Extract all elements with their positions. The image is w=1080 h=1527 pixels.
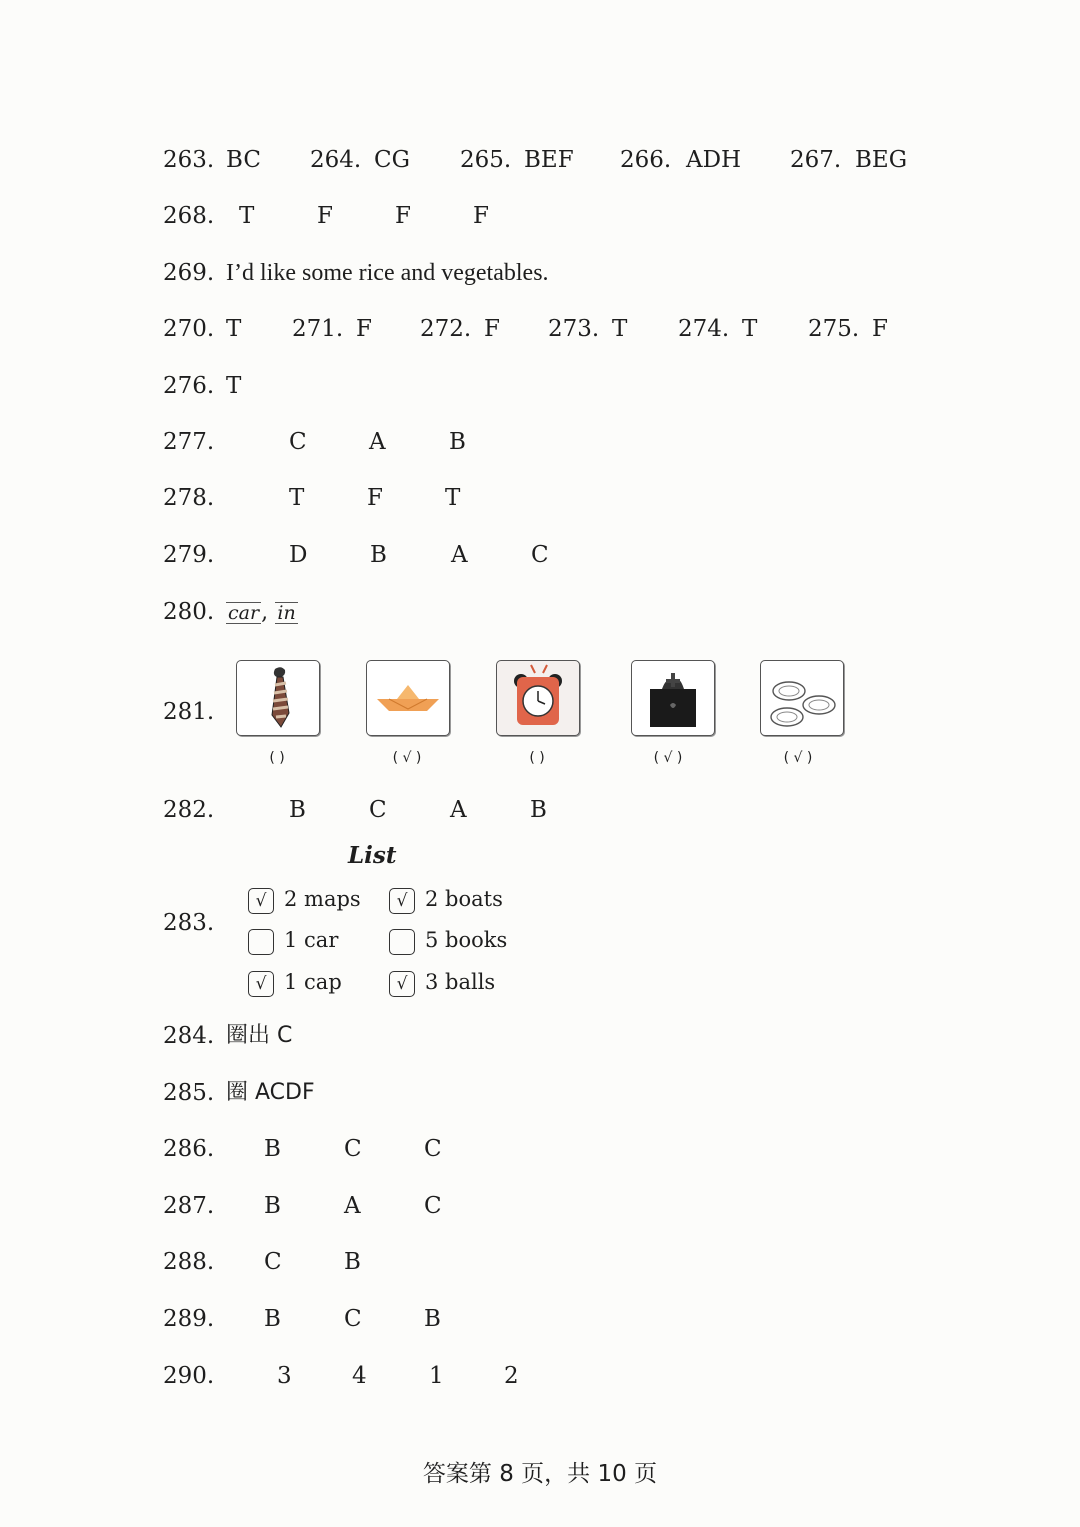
list-item: [389, 967, 495, 997]
plates-icon: [760, 660, 844, 736]
answer: A: [369, 429, 386, 455]
answer: 1: [429, 1363, 444, 1389]
handwritten-word: car: [228, 602, 260, 624]
answer: B: [264, 1193, 281, 1219]
checkbox: [389, 929, 415, 955]
question-number: 270.: [163, 316, 215, 342]
paper-boat-icon: [366, 660, 450, 736]
question-number: 271.: [292, 316, 344, 342]
answer: C: [369, 797, 387, 823]
question-number: 266.: [620, 147, 672, 173]
answer-text: 圈 ACDF: [226, 1080, 315, 1105]
answer: D: [289, 542, 308, 568]
alarm-clock-icon: [496, 660, 580, 736]
answer: F: [872, 316, 888, 342]
answer: ADH: [686, 147, 742, 173]
answer: F: [484, 316, 500, 342]
question-number: 287.: [163, 1193, 215, 1219]
question-number: 263.: [163, 147, 215, 173]
answer: F: [317, 203, 333, 229]
check-mark: ( ): [529, 750, 545, 766]
answer-sentence: I’d like some rice and vegetables.: [226, 260, 549, 286]
answer: C: [344, 1306, 362, 1332]
handwritten-word: in: [277, 602, 296, 624]
answer: C: [344, 1136, 362, 1162]
answer: C: [289, 429, 307, 455]
checkbox: [248, 929, 274, 955]
item-label: 5 books: [425, 928, 508, 952]
item-label: 2 maps: [284, 887, 361, 911]
checkbox: √: [389, 971, 415, 997]
question-number: 265.: [460, 147, 512, 173]
answer: T: [289, 485, 305, 511]
question-number: 275.: [808, 316, 860, 342]
answer: BC: [226, 147, 261, 173]
checkbox: √: [389, 888, 415, 914]
checkbox: √: [248, 888, 274, 914]
answer: C: [531, 542, 549, 568]
question-number: 277.: [163, 429, 215, 455]
answer-text: 圈出 C: [226, 1023, 293, 1048]
answer: C: [424, 1136, 442, 1162]
answer: B: [344, 1249, 361, 1275]
item-label: 2 boats: [425, 887, 503, 911]
answer: F: [367, 485, 383, 511]
answer: 3: [277, 1363, 292, 1389]
question-number: 283.: [163, 910, 215, 936]
answer: BEG: [855, 147, 908, 173]
answer: F: [356, 316, 372, 342]
list-item: [389, 925, 507, 955]
question-number: 290.: [163, 1363, 215, 1389]
question-number: 286.: [163, 1136, 215, 1162]
answer: B: [264, 1136, 281, 1162]
question-number: 276.: [163, 373, 215, 399]
list-item: [248, 925, 338, 955]
answer: 4: [352, 1363, 367, 1389]
gift-box-icon: [631, 660, 715, 736]
answer: T: [226, 316, 242, 342]
answer: CG: [374, 147, 410, 173]
question-number: 289.: [163, 1306, 215, 1332]
answer: T: [612, 316, 628, 342]
answer: T: [445, 485, 461, 511]
question-number: 280.: [163, 599, 215, 625]
question-number: 268.: [163, 203, 215, 229]
page-footer: 答案第 8 页，共 10 页: [422, 1461, 658, 1487]
check-mark: ( √ ): [783, 750, 813, 766]
answer: B: [289, 797, 306, 823]
answer: B: [424, 1306, 441, 1332]
question-number: 272.: [420, 316, 472, 342]
item-label: 1 car: [284, 928, 339, 952]
question-number: 273.: [548, 316, 600, 342]
answer: B: [264, 1306, 281, 1332]
answer: 2: [504, 1363, 519, 1389]
answer: C: [424, 1193, 442, 1219]
list-item: [389, 884, 503, 914]
answer: C: [264, 1249, 282, 1275]
question-number: 279.: [163, 542, 215, 568]
check-mark: ( √ ): [653, 750, 683, 766]
answer: BEF: [524, 147, 574, 173]
answer: B: [530, 797, 547, 823]
answer: A: [344, 1193, 361, 1219]
answer: T: [226, 373, 242, 399]
question-number: 285.: [163, 1080, 215, 1106]
check-mark: ( ): [269, 750, 285, 766]
question-number: 288.: [163, 1249, 215, 1275]
question-number: 278.: [163, 485, 215, 511]
list-title: List: [348, 842, 397, 869]
question-number: 282.: [163, 797, 215, 823]
answer: B: [449, 429, 466, 455]
answer: F: [395, 203, 411, 229]
item-label: 3 balls: [425, 970, 496, 994]
answer: A: [450, 797, 467, 823]
question-number: 274.: [678, 316, 730, 342]
tie-icon: [236, 660, 320, 736]
comma: ,: [261, 600, 269, 625]
answer: A: [451, 542, 468, 568]
question-number: 284.: [163, 1023, 215, 1049]
answer: T: [742, 316, 758, 342]
question-number: 281.: [163, 699, 215, 725]
item-label: 1 cap: [284, 970, 342, 994]
question-number: 267.: [790, 147, 842, 173]
answer: T: [239, 203, 255, 229]
answer: F: [473, 203, 489, 229]
answer: B: [370, 542, 387, 568]
question-number: 264.: [310, 147, 362, 173]
list-item: [248, 884, 361, 914]
checkbox: √: [248, 971, 274, 997]
check-mark: ( √ ): [392, 750, 422, 766]
list-item: [248, 967, 342, 997]
question-number: 269.: [163, 260, 215, 286]
